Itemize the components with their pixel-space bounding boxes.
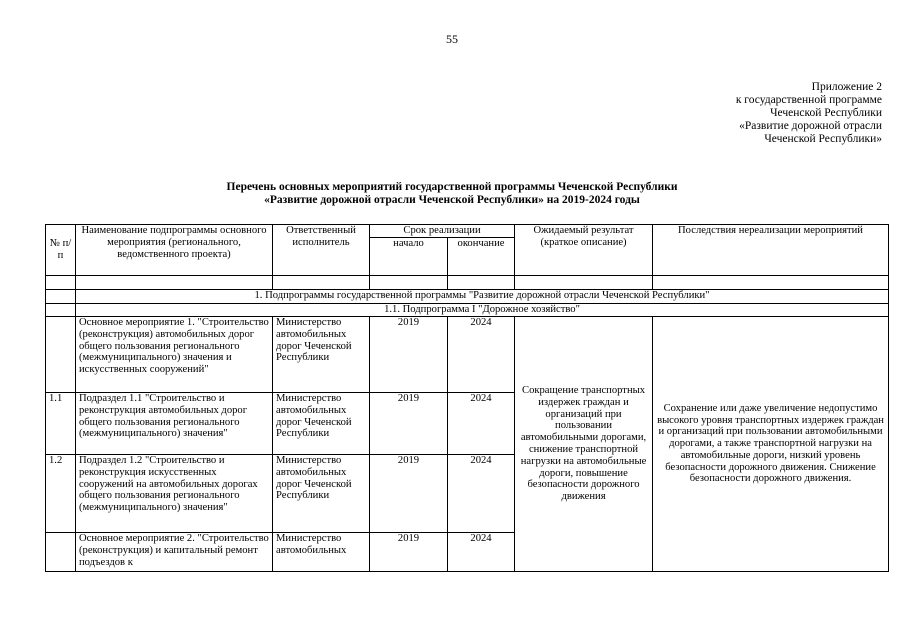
row-end: 2024 — [448, 317, 515, 393]
appendix-line: Чеченской Республики — [770, 107, 882, 119]
activities-table — [45, 224, 889, 572]
header-consequences: Последствия нереализации мероприятий — [653, 225, 889, 276]
empty-cell — [46, 304, 76, 317]
row-executor: Министерство автомобильных дорог Чеченской Республики — [273, 317, 370, 393]
row-start: 2019 — [370, 317, 448, 393]
empty-cell — [370, 276, 448, 290]
row-end: 2024 — [448, 393, 515, 455]
row-name: Основное мероприятие 1. "Строительство (реконструкция) автомобильных дорог общего пользования регионального (межмуниципального) значения и искусственных сооружений" — [76, 317, 273, 393]
page-number: 55 — [446, 32, 458, 46]
subsection-1-1-title: 1.1. Подпрограмма I "Дорожное хозяйство" — [76, 304, 889, 317]
appendix-line: Чеченской Республики» — [764, 133, 882, 145]
header-num: № п/п — [46, 225, 76, 276]
row-num: 1.1 — [46, 393, 76, 455]
row-name: Подраздел 1.2 "Строительство и реконструкция искусственных сооружений на автомобильных дорогах общего пользования регионального (межмуниципального) значения" — [76, 455, 273, 533]
header-end: окончание — [448, 238, 515, 276]
row-name: Подраздел 1.1 "Строительство и реконструкция автомобильных дорог общего пользования регионального (межмуниципального) значения" — [76, 393, 273, 455]
empty-cell — [515, 276, 653, 290]
header-start: начало — [370, 238, 448, 276]
expected-result: Сокращение транспортных издержек граждан и организаций при пользовании автомобильными дорогами, снижение транспортной нагрузки на автомобильные дороги, повышение безопасности дорожного движения — [515, 317, 653, 572]
header-row — [46, 225, 889, 238]
appendix-line: Приложение 2 — [811, 81, 882, 93]
title-line-2: «Развитие дорожной отрасли Чеченской Республики» на 2019-2024 годы — [264, 194, 640, 206]
row-executor: Министерство автомобильных — [273, 533, 370, 572]
empty-cell — [76, 276, 273, 290]
row-num: 1.2 — [46, 455, 76, 533]
row-end: 2024 — [448, 455, 515, 533]
row-name: Основное мероприятие 2. "Строительство (реконструкция) и капитальный ремонт подъездов к — [76, 533, 273, 572]
spacer-row — [46, 276, 889, 290]
empty-cell — [273, 276, 370, 290]
section-1-title: 1. Подпрограммы государственной программы "Развитие дорожной отрасли Чеченской Республики" — [76, 290, 889, 304]
appendix-line: «Развитие дорожной отрасли — [739, 120, 882, 132]
subsection-row — [46, 304, 889, 317]
empty-cell — [448, 276, 515, 290]
row-start: 2019 — [370, 455, 448, 533]
row-num — [46, 317, 76, 393]
row-end: 2024 — [448, 533, 515, 572]
header-result: Ожидаемый результат (краткое описание) — [515, 225, 653, 276]
header-period: Срок реализации — [370, 225, 515, 238]
document-title — [0, 181, 904, 207]
row-executor: Министерство автомобильных дорог Чеченской Республики — [273, 393, 370, 455]
empty-cell — [653, 276, 889, 290]
non-implementation-consequences: Сохранение или даже увеличение недопустимо высокого уровня транспортных издержек граждан и организаций при пользовании автомобильными дорогами, а также транспортной нагрузки на автомобильные дороги, низкий уровень безопасности дорожного движения. Снижение безопасности дорожного движения. — [653, 317, 889, 572]
header-name: Наименование подпрограммы основного мероприятия (регионального, ведомственного проекта) — [76, 225, 273, 276]
table-row — [46, 317, 889, 393]
appendix-note — [736, 81, 882, 146]
row-executor: Министерство автомобильных дорог Чеченской Республики — [273, 455, 370, 533]
row-start: 2019 — [370, 533, 448, 572]
header-executor: Ответственный исполнитель — [273, 225, 370, 276]
title-line-1: Перечень основных мероприятий государственной программы Чеченской Республики — [226, 181, 678, 193]
empty-cell — [46, 290, 76, 304]
row-start: 2019 — [370, 393, 448, 455]
appendix-line: к государственной программе — [735, 94, 882, 106]
row-num — [46, 533, 76, 572]
section-row — [46, 290, 889, 304]
empty-cell — [46, 276, 76, 290]
